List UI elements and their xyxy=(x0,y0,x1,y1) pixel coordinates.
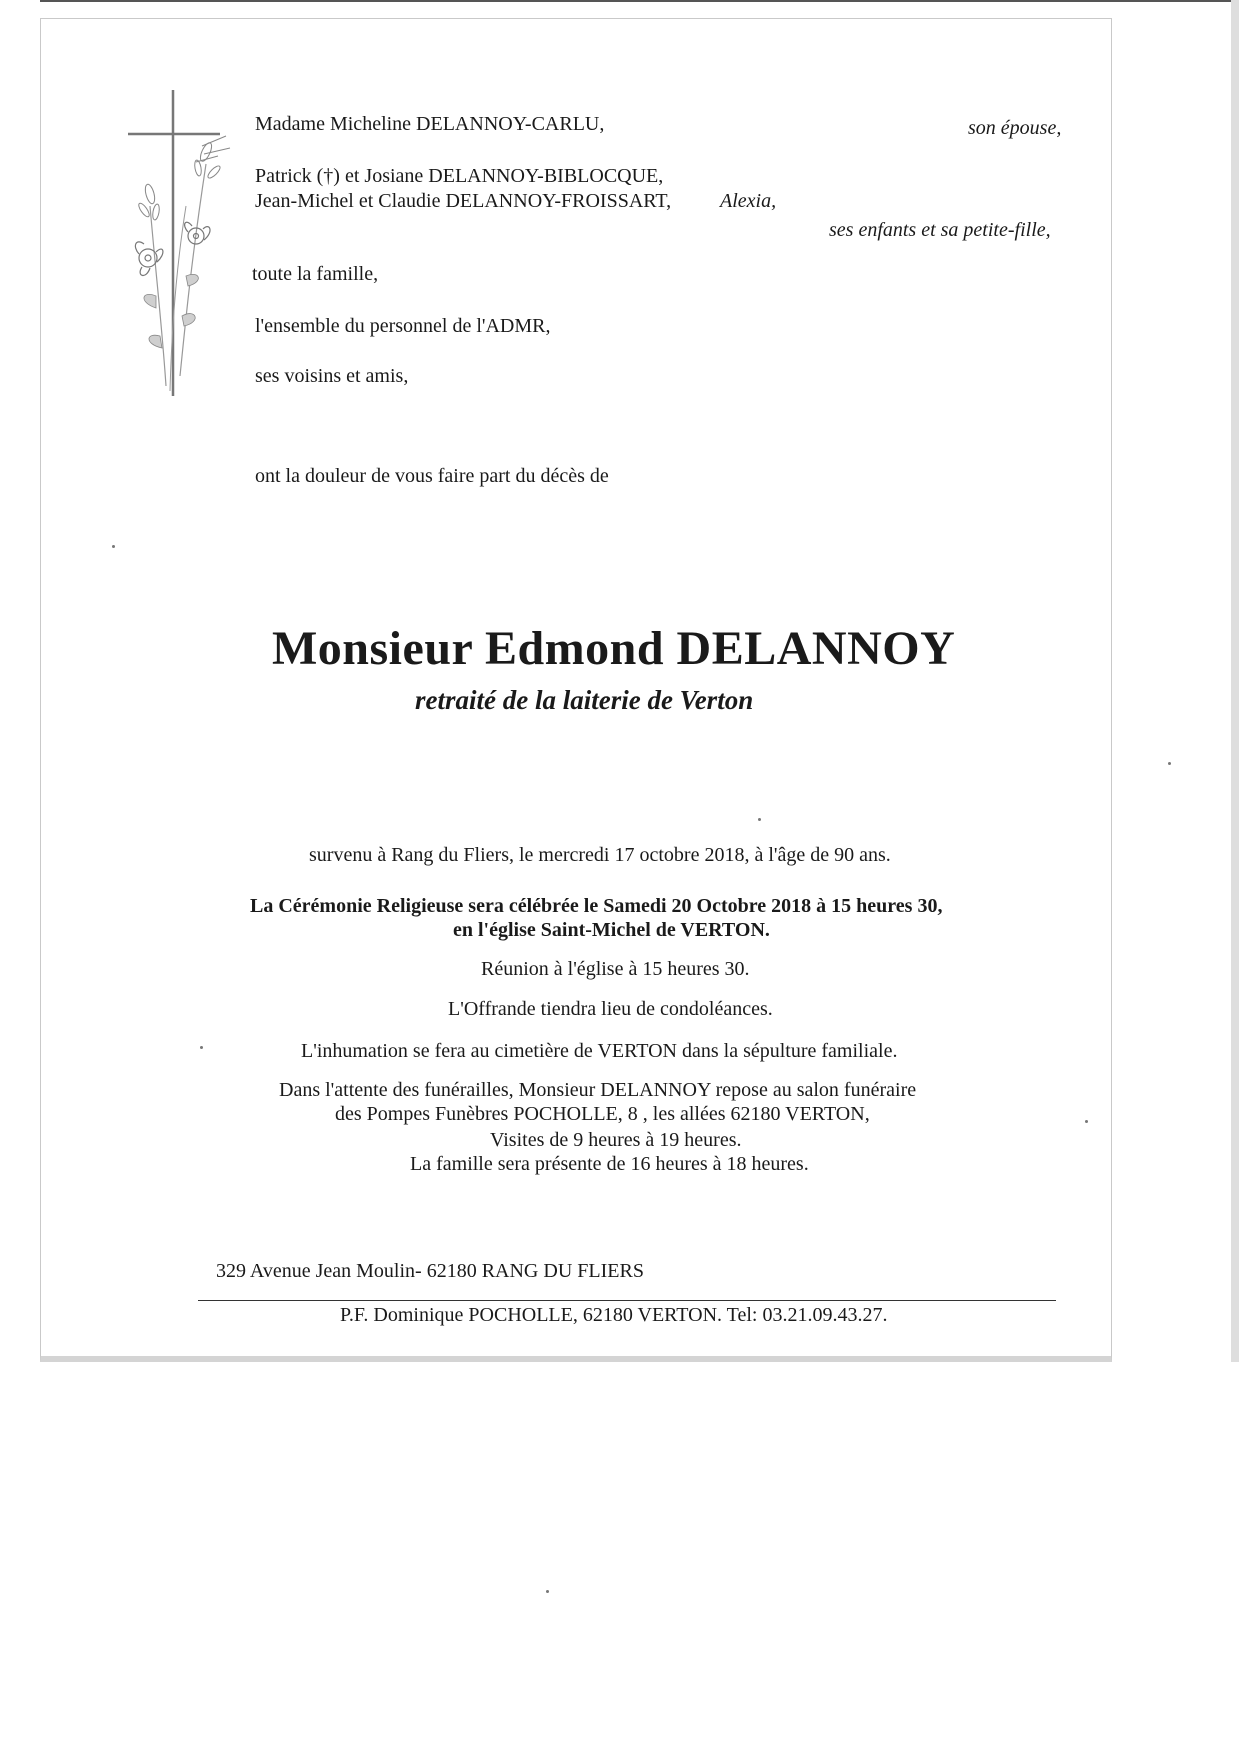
scan-top-edge xyxy=(40,0,1239,2)
funeral-home-line: P.F. Dominique POCHOLLE, 62180 VERTON. Tel: 03.21.09.43.27. xyxy=(340,1304,888,1326)
address-line: 329 Avenue Jean Moulin- 62180 RANG DU FLIERS xyxy=(216,1260,644,1282)
deceased-name: Monsieur Edmond DELANNOY xyxy=(272,622,956,675)
announcement-line: ont la douleur de vous faire part du décès de xyxy=(255,465,609,487)
meeting-line: Réunion à l'église à 15 heures 30. xyxy=(481,958,750,980)
scan-side-shadow xyxy=(1231,0,1239,1362)
ceremony-line-1: La Cérémonie Religieuse sera célébrée le Samedi 20 Octobre 2018 à 15 heures 30, xyxy=(250,895,943,917)
scan-speck xyxy=(1168,762,1171,765)
granddaughter-name: Alexia, xyxy=(720,190,777,212)
wake-line-3: Visites de 9 heures à 19 heures. xyxy=(490,1129,742,1151)
child-line-1: Patrick (†) et Josiane DELANNOY-BIBLOCQUE, xyxy=(255,165,664,187)
wife-line: Madame Micheline DELANNOY-CARLU, xyxy=(255,113,605,135)
burial-line: L'inhumation se fera au cimetière de VERTON dans la sépulture familiale. xyxy=(301,1040,898,1062)
child-line-2: Jean-Michel et Claudie DELANNOY-FROISSART, xyxy=(255,190,672,212)
scan-speck xyxy=(546,1590,549,1593)
scan-speck xyxy=(112,545,115,548)
wake-line-4: La famille sera présente de 16 heures à 18 heures. xyxy=(410,1153,809,1175)
wake-line-2: des Pompes Funèbres POCHOLLE, 8 , les allées 62180 VERTON, xyxy=(335,1103,870,1125)
footer-divider xyxy=(198,1300,1056,1301)
scan-speck xyxy=(200,1046,203,1049)
neighbours-line: ses voisins et amis, xyxy=(255,365,409,387)
offering-line: L'Offrande tiendra lieu de condoléances. xyxy=(448,998,773,1020)
scan-speck xyxy=(1085,1120,1088,1123)
wake-line-1: Dans l'attente des funérailles, Monsieur DELANNOY repose au salon funéraire xyxy=(279,1079,917,1101)
deceased-occupation: retraité de la laiterie de Verton xyxy=(415,685,754,715)
scan-speck xyxy=(758,818,761,821)
death-details: survenu à Rang du Fliers, le mercredi 17 octobre 2018, à l'âge de 90 ans. xyxy=(309,844,891,866)
staff-line: l'ensemble du personnel de l'ADMR, xyxy=(255,315,551,337)
whole-family-line: toute la famille, xyxy=(252,263,379,285)
cross-with-wheat-and-flowers-icon xyxy=(126,86,246,398)
wife-role: son épouse, xyxy=(968,117,1062,139)
children-role: ses enfants et sa petite-fille, xyxy=(829,219,1051,241)
ceremony-line-2: en l'église Saint-Michel de VERTON. xyxy=(453,919,770,941)
